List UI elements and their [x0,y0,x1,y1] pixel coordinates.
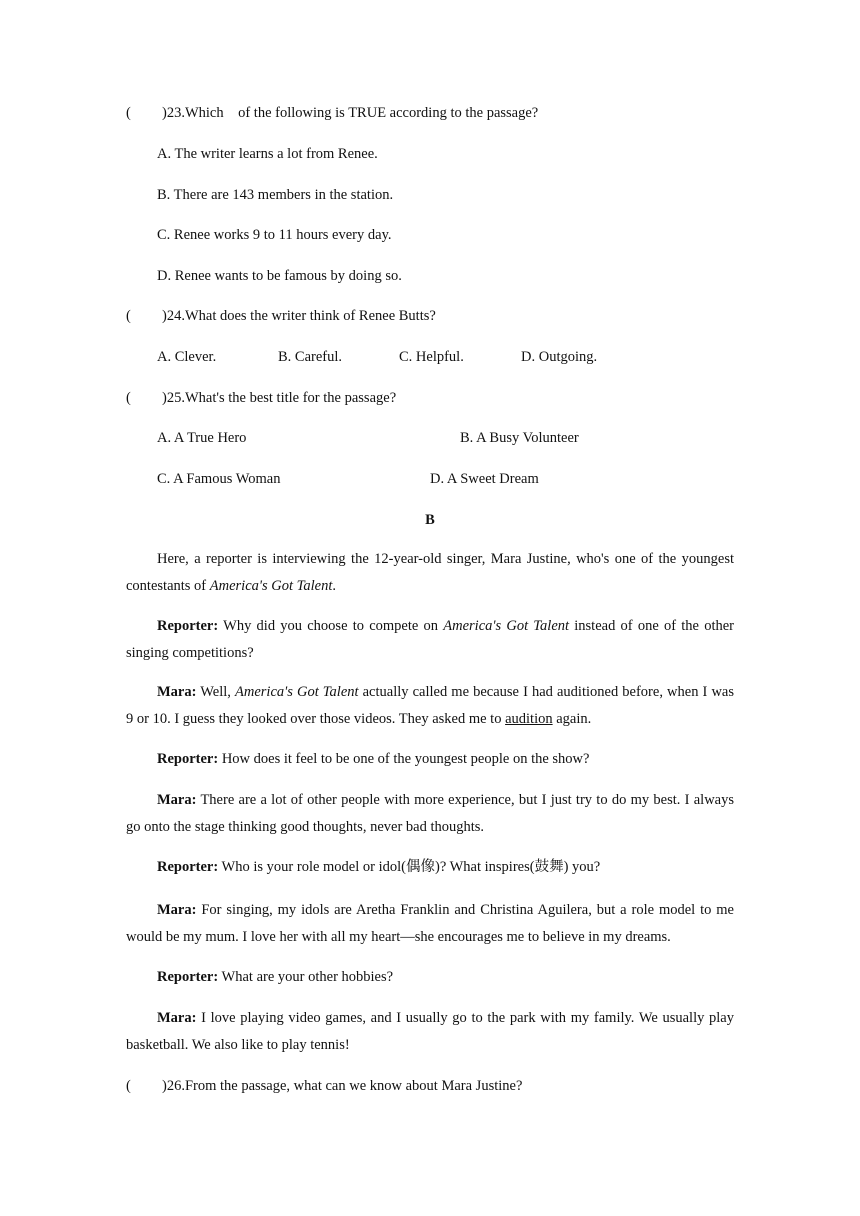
option-a: A. A True Hero [157,430,247,446]
option-d: D. Renee wants to be famous by doing so. [157,268,402,284]
question-stem: )24.What does the writer think of Renee Butts? [162,308,436,324]
dialogue-text: Well, [196,684,236,700]
speaker-label: Reporter: [157,751,219,767]
answer-blank[interactable]: ( [126,308,131,324]
answer-blank[interactable]: ( [126,105,131,121]
option-b: B. A Busy Volunteer [460,430,579,446]
question-stem: )26.From the passage, what can we know about Mara Justine? [162,1078,523,1094]
option-a: A. The writer learns a lot from Renee. [157,146,378,162]
dialogue-text-end: again. [552,710,592,727]
dialogue-text: There are a lot of other people with more experience, but I just try to do my best. I always go onto the stage thinking good thoughts, never bad thoughts. [126,792,734,835]
dialogue-text: Why did you choose to compete on [218,618,444,634]
dialogue-mara-1 [126,679,734,732]
show-title: America's Got Talent [443,618,570,634]
intro-text-end: . [332,577,336,594]
option-a: A. Clever. [157,349,217,365]
option-b: B. There are 143 members in the station. [157,187,394,203]
answer-blank[interactable]: ( [126,1078,131,1094]
option-d: D. Outgoing. [521,349,598,365]
answer-blank[interactable]: ( [126,390,131,406]
dialogue-mara-3 [126,897,734,950]
dialogue-reporter-3 [126,854,734,881]
dialogue-text: For singing, my idols are Aretha Franklin and Christina Aguilera, but a role model to me would be my mum. I love her with all my heart—she encourages me to believe in my dreams. [126,902,734,945]
intro-paragraph [126,546,734,599]
option-d: D. A Sweet Dream [430,471,539,487]
dialogue-mara-2 [126,787,734,840]
speaker-label: Mara: [157,792,197,808]
question-25 [126,389,396,407]
option-c: C. Helpful. [399,349,464,365]
option-b: B. Careful. [278,349,343,365]
intro-text: Here, a reporter is interviewing the 12-year-old singer, Mara Justine, who's one of the youngest contestants of [126,551,734,594]
section-heading: B [425,512,435,528]
question-23 [126,104,538,122]
dialogue-text: How does it feel to be one of the youngest people on the show? [218,751,590,767]
dialogue-reporter-4 [126,964,734,991]
speaker-label: Reporter: [157,859,219,875]
option-c: C. Renee works 9 to 11 hours every day. [157,227,392,243]
speaker-label: Reporter: [157,969,219,985]
question-24 [126,307,436,325]
dialogue-reporter-1 [126,613,734,666]
question-stem: )23.Which of the following is TRUE according to the passage? [162,105,539,121]
speaker-label: Mara: [157,1010,197,1026]
dialogue-text: What are your other hobbies? [218,969,394,985]
dialogue-text: Who is your role model or idol(偶像)? What inspires(鼓舞) you? [218,859,601,875]
dialogue-mara-4 [126,1005,734,1058]
dialogue-text-end: instead of one of the other singing competitions? [126,618,735,661]
speaker-label: Mara: [157,684,197,700]
option-c: C. A Famous Woman [157,471,281,487]
dialogue-reporter-2 [126,746,734,773]
dialogue-text: I love playing video games, and I usually go to the park with my family. We usually play basketball. We also like to play tennis! [126,1010,734,1053]
dialogue-text-middle: actually called me because I had auditioned before, when I was 9 or 10. I guess they looked over those videos. They asked me to [126,684,734,727]
underlined-word: audition [505,710,553,727]
question-26 [126,1077,522,1095]
question-stem: )25.What's the best title for the passage? [162,390,397,406]
speaker-label: Reporter: [157,618,219,634]
speaker-label: Mara: [157,902,197,918]
show-title: America's Got Talent [209,577,333,594]
show-title: America's Got Talent [235,684,359,700]
